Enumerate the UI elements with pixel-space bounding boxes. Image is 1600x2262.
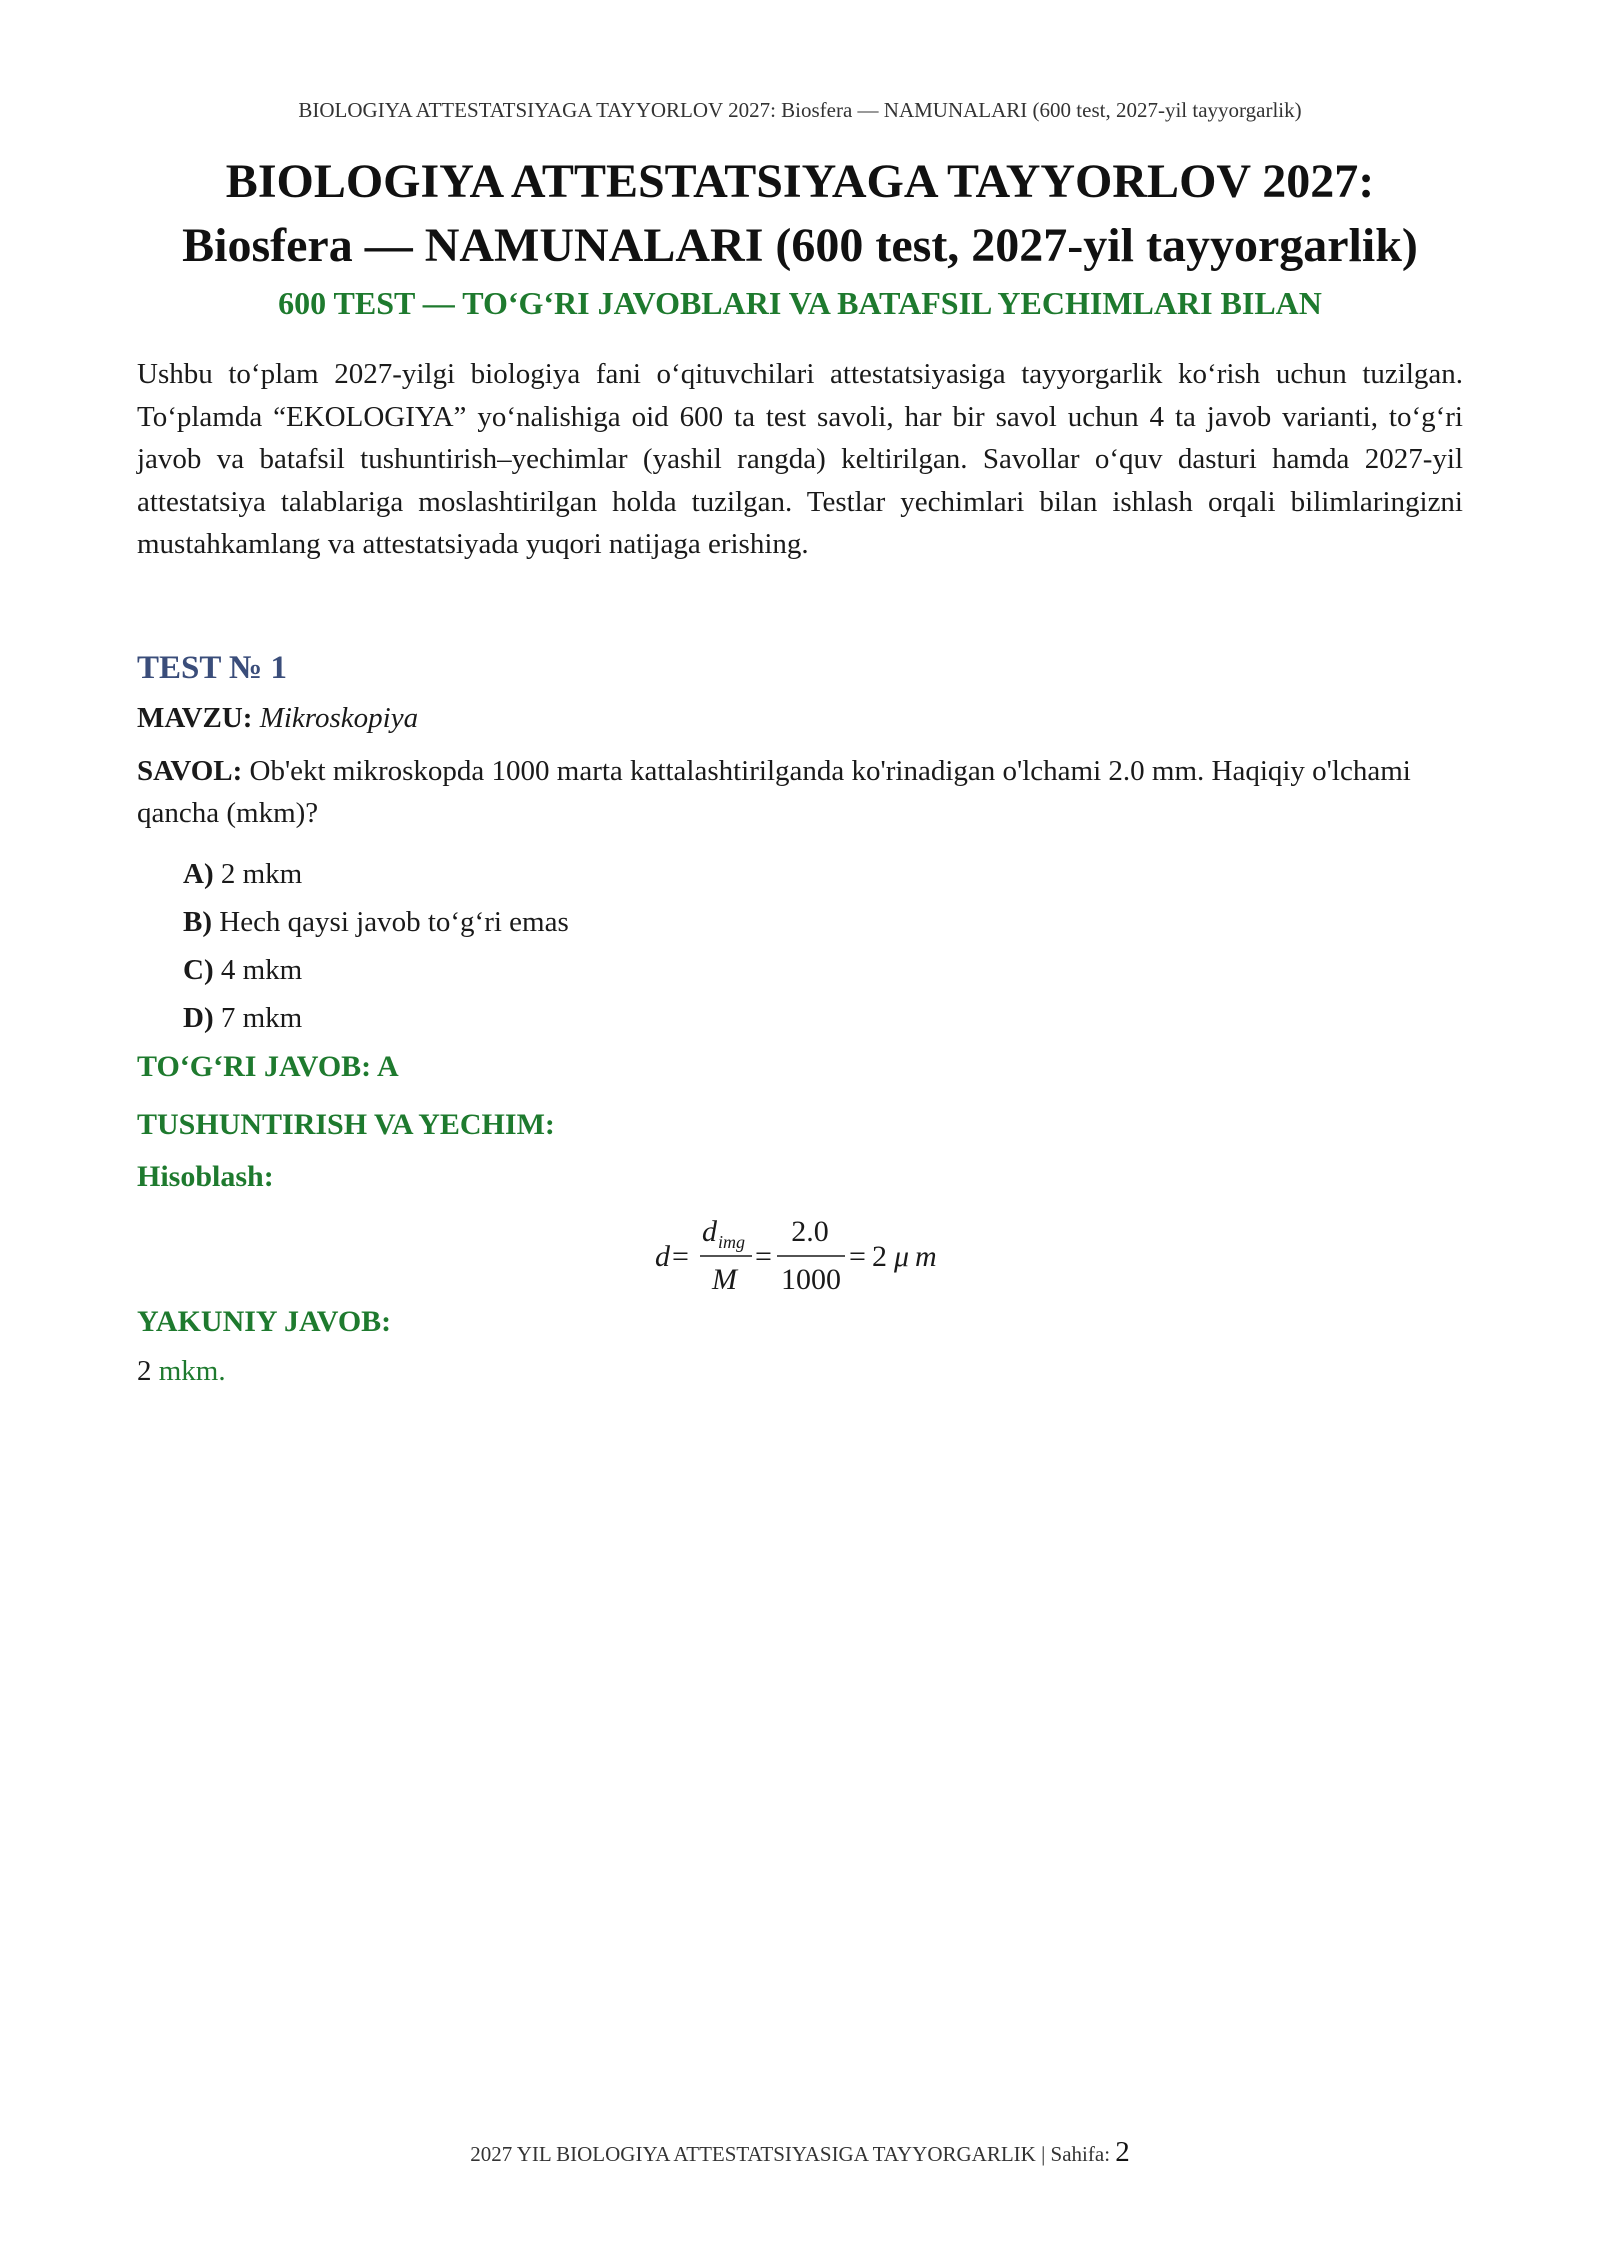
- document-subtitle: 600 TEST — TO‘G‘RI JAVOBLARI VA BATAFSIL YECHIMLARI BILAN: [278, 285, 1322, 321]
- question-text: Ob'ekt mikroskopda 1000 marta kattalashtirilganda ko'rinadigan o'lchami 2.0 mm. Haqiqiy o'lchami qancha (mkm)?: [137, 755, 1411, 829]
- option-letter: C): [183, 954, 214, 986]
- option-text: 2 mkm: [220, 858, 303, 890]
- option-b: [183, 898, 569, 946]
- option-d: [183, 994, 569, 1042]
- topic-line: [137, 702, 418, 735]
- question-label: SAVOL:: [137, 755, 243, 787]
- option-text: 4 mkm: [220, 954, 303, 986]
- topic-label: MAVZU:: [137, 702, 253, 734]
- footer-text: 2027 YIL BIOLOGIYA ATTESTATSIYASIGA TAYYORGARLIK: [470, 2142, 1036, 2166]
- calculation-heading: Hisoblash:: [137, 1160, 274, 1193]
- answer-options: [183, 850, 569, 1042]
- footer-separator: |: [1041, 2142, 1046, 2166]
- correct-answer: TO‘G‘RI JAVOB: A: [137, 1050, 399, 1083]
- formula-equals-3: =: [849, 1240, 866, 1273]
- option-letter: D): [183, 1002, 214, 1034]
- option-text: Hech qaysi javob to‘g‘ri emas: [219, 906, 569, 938]
- formula-frac2-numerator: 2.0: [791, 1215, 829, 1248]
- formula: [0, 1208, 1600, 1298]
- option-letter: A): [183, 858, 214, 890]
- formula-result-number: 2: [872, 1240, 887, 1273]
- page-footer: [0, 2136, 1600, 2169]
- explanation-heading: TUSHUNTIRISH VA YECHIM:: [137, 1108, 555, 1141]
- formula-result-unit-m: m: [915, 1240, 937, 1273]
- final-answer: [137, 1355, 226, 1388]
- option-a: [183, 850, 569, 898]
- document-title-line-2: Biosfera — NAMUNALARI (600 test, 2027-yil tayyorgarlik): [182, 219, 1418, 272]
- formula-frac1-subscript: img: [718, 1232, 745, 1252]
- document-title-line-1: BIOLOGIYA ATTESTATSIYAGA TAYYORLOV 2027:: [225, 155, 1375, 208]
- formula-equals-2: =: [755, 1240, 772, 1273]
- final-answer-heading: YAKUNIY JAVOB:: [137, 1305, 392, 1338]
- option-c: [183, 946, 569, 994]
- formula-equals-1: =: [672, 1240, 689, 1273]
- final-answer-unit: mkm.: [151, 1355, 226, 1387]
- test-heading: TEST № 1: [137, 650, 287, 686]
- question: [137, 750, 1463, 834]
- formula-frac1-numerator: d: [702, 1215, 717, 1248]
- formula-frac2-denominator: 1000: [781, 1263, 841, 1296]
- option-text: 7 mkm: [220, 1002, 303, 1034]
- running-header: BIOLOGIYA ATTESTATSIYAGA TAYYORLOV 2027: Biosfera — NAMUNALARI (600 test, 2027-yil tayyorgarlik): [298, 98, 1302, 122]
- formula-lhs: d: [655, 1240, 670, 1273]
- intro-paragraph: Ushbu to‘plam 2027-yilgi biologiya fani o‘qituvchilari attestatsiyasiga tayyorgarlik ko‘rish uchun tuzilgan. To‘plamda “EKOLOGIYA” yo‘nalishiga oid 600 ta test savoli, har bir savol uchun 4 ta javob varianti, to‘g‘ri javob va batafsil tushuntirish–yechimlar (yashil rangda) keltirilgan. Savollar o‘quv dasturi hamda 2027-yil attestatsiya talablariga moslashtirilgan holda tuzilgan. Testlar yechimlari bilan ishlash orqali bilimlaringizni mustahkamlang va attestatsiyada yuqori natijaga erishing.: [137, 358, 1463, 560]
- page-number: 2: [1115, 2136, 1130, 2168]
- option-letter: B): [183, 906, 212, 938]
- formula-frac1-denominator: M: [712, 1263, 737, 1296]
- formula-result-unit-mu: μ: [894, 1240, 910, 1273]
- final-answer-value: 2: [137, 1355, 152, 1387]
- topic-value: Mikroskopiya: [259, 702, 419, 734]
- footer-page-label: Sahifa:: [1050, 2142, 1111, 2166]
- document-title: [100, 150, 1500, 278]
